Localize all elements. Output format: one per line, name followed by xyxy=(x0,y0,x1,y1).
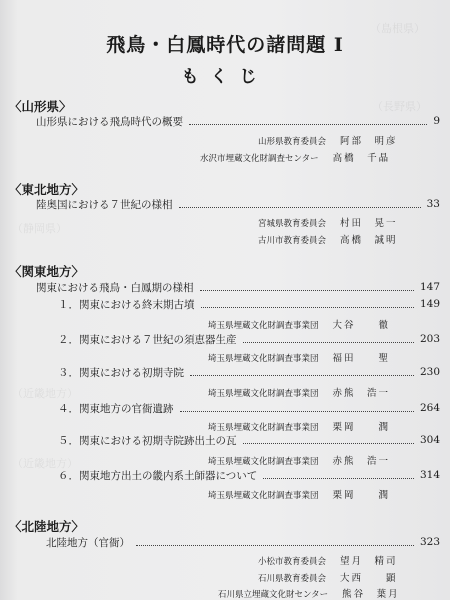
entry-title: 北陸地方（官衙） xyxy=(46,536,130,549)
entry-title: 陸奥国における７世紀の様相 xyxy=(36,198,173,211)
entry-page: 323 xyxy=(419,536,440,548)
entry-page: 9 xyxy=(433,115,440,127)
book-title: 飛鳥・白鳳時代の諸問題 I xyxy=(106,34,344,56)
entry-page: 33 xyxy=(426,198,440,210)
toc-entry[interactable] xyxy=(58,296,440,312)
entry-title: ６．関東地方出土の畿内系土師器について xyxy=(58,469,258,482)
author-line: 埼玉県埋蔵文化財調査事業団 赤熊 浩一 xyxy=(208,388,391,399)
entry-title: ４．関東地方の官衙遺跡 xyxy=(58,402,174,415)
toc-entry[interactable] xyxy=(36,113,440,129)
leader-dots xyxy=(180,411,414,412)
entry-page: 230 xyxy=(419,366,440,378)
entry-page: 203 xyxy=(419,333,440,345)
entry-page: 314 xyxy=(419,469,440,481)
bleed-through-text: （静岡県） xyxy=(12,222,67,235)
entry-title: 関東における飛鳥・白鳳期の様相 xyxy=(36,281,194,294)
entry-title: ５．関東における初期寺院跡出土の瓦 xyxy=(58,434,237,447)
bleed-through-text: （島根県） xyxy=(370,22,425,35)
toc-entry[interactable] xyxy=(58,467,440,483)
bleed-through-text: （近畿地方） xyxy=(12,457,78,470)
toc-entry[interactable] xyxy=(58,364,440,380)
author-line: 小松市教育委員会 望月 精司 xyxy=(258,556,398,567)
leader-dots xyxy=(243,342,414,343)
author-line: 宮城県教育委員会 村田 晃一 xyxy=(258,218,398,229)
author-line: 古川市教育委員会 高橋 誠明 xyxy=(258,235,398,246)
leader-dots xyxy=(190,375,414,376)
entry-title: ２．関東における７世紀の須恵器生産 xyxy=(58,333,237,346)
toc-entry[interactable] xyxy=(36,279,440,295)
author-line: 山形県教育委員会 阿部 明彦 xyxy=(258,136,398,147)
toc-heading: もくじ xyxy=(181,67,269,87)
region-heading-yamagata: 〈山形県〉 xyxy=(9,99,72,114)
leader-dots xyxy=(179,207,421,208)
author-line: 埼玉県埋蔵文化財調査事業団 栗岡 潤 xyxy=(208,490,391,501)
region-heading-tohoku: 〈東北地方〉 xyxy=(9,182,85,197)
leader-dots xyxy=(136,545,414,546)
leader-dots xyxy=(189,124,427,125)
entry-title: 山形県における飛鳥時代の概要 xyxy=(36,115,183,128)
toc-entry[interactable] xyxy=(58,432,440,448)
author-line: 埼玉県埋蔵文化財調査事業団 赤熊 浩一 xyxy=(208,456,391,467)
entry-title: １．関東における終末期古墳 xyxy=(58,298,195,311)
entry-title: ３．関東における初期寺院 xyxy=(58,366,184,379)
leader-dots xyxy=(263,478,414,479)
bleed-through-text: （近畿地方） xyxy=(12,387,78,400)
region-heading-hokuriku: 〈北陸地方〉 xyxy=(9,519,85,534)
entry-page: 147 xyxy=(419,281,440,293)
toc-entry[interactable] xyxy=(58,400,440,416)
entry-page: 149 xyxy=(419,298,440,310)
author-line: 水沢市埋蔵文化財調査センター 高橋 千晶 xyxy=(200,153,391,164)
toc-entry[interactable] xyxy=(36,196,440,212)
entry-page: 264 xyxy=(419,402,440,414)
author-line: 埼玉県埋蔵文化財調査事業団 福田 聖 xyxy=(208,353,391,364)
leader-dots xyxy=(201,307,414,308)
bleed-through-text: （長野県） xyxy=(372,100,427,113)
leader-dots xyxy=(243,443,414,444)
entry-page: 304 xyxy=(419,434,440,446)
author-line: 石川県教育委員会 大西 顕 xyxy=(258,573,398,584)
toc-entry[interactable] xyxy=(46,534,440,550)
author-line: 埼玉県埋蔵文化財調査事業団 大谷 徹 xyxy=(208,320,391,331)
author-line: 石川県立埋蔵文化財センター 熊谷 葉月 xyxy=(218,589,400,600)
author-line: 埼玉県埋蔵文化財調査事業団 栗岡 潤 xyxy=(208,422,391,433)
toc-entry[interactable] xyxy=(58,331,440,347)
region-heading-kanto: 〈関東地方〉 xyxy=(9,264,85,279)
leader-dots xyxy=(200,290,414,291)
